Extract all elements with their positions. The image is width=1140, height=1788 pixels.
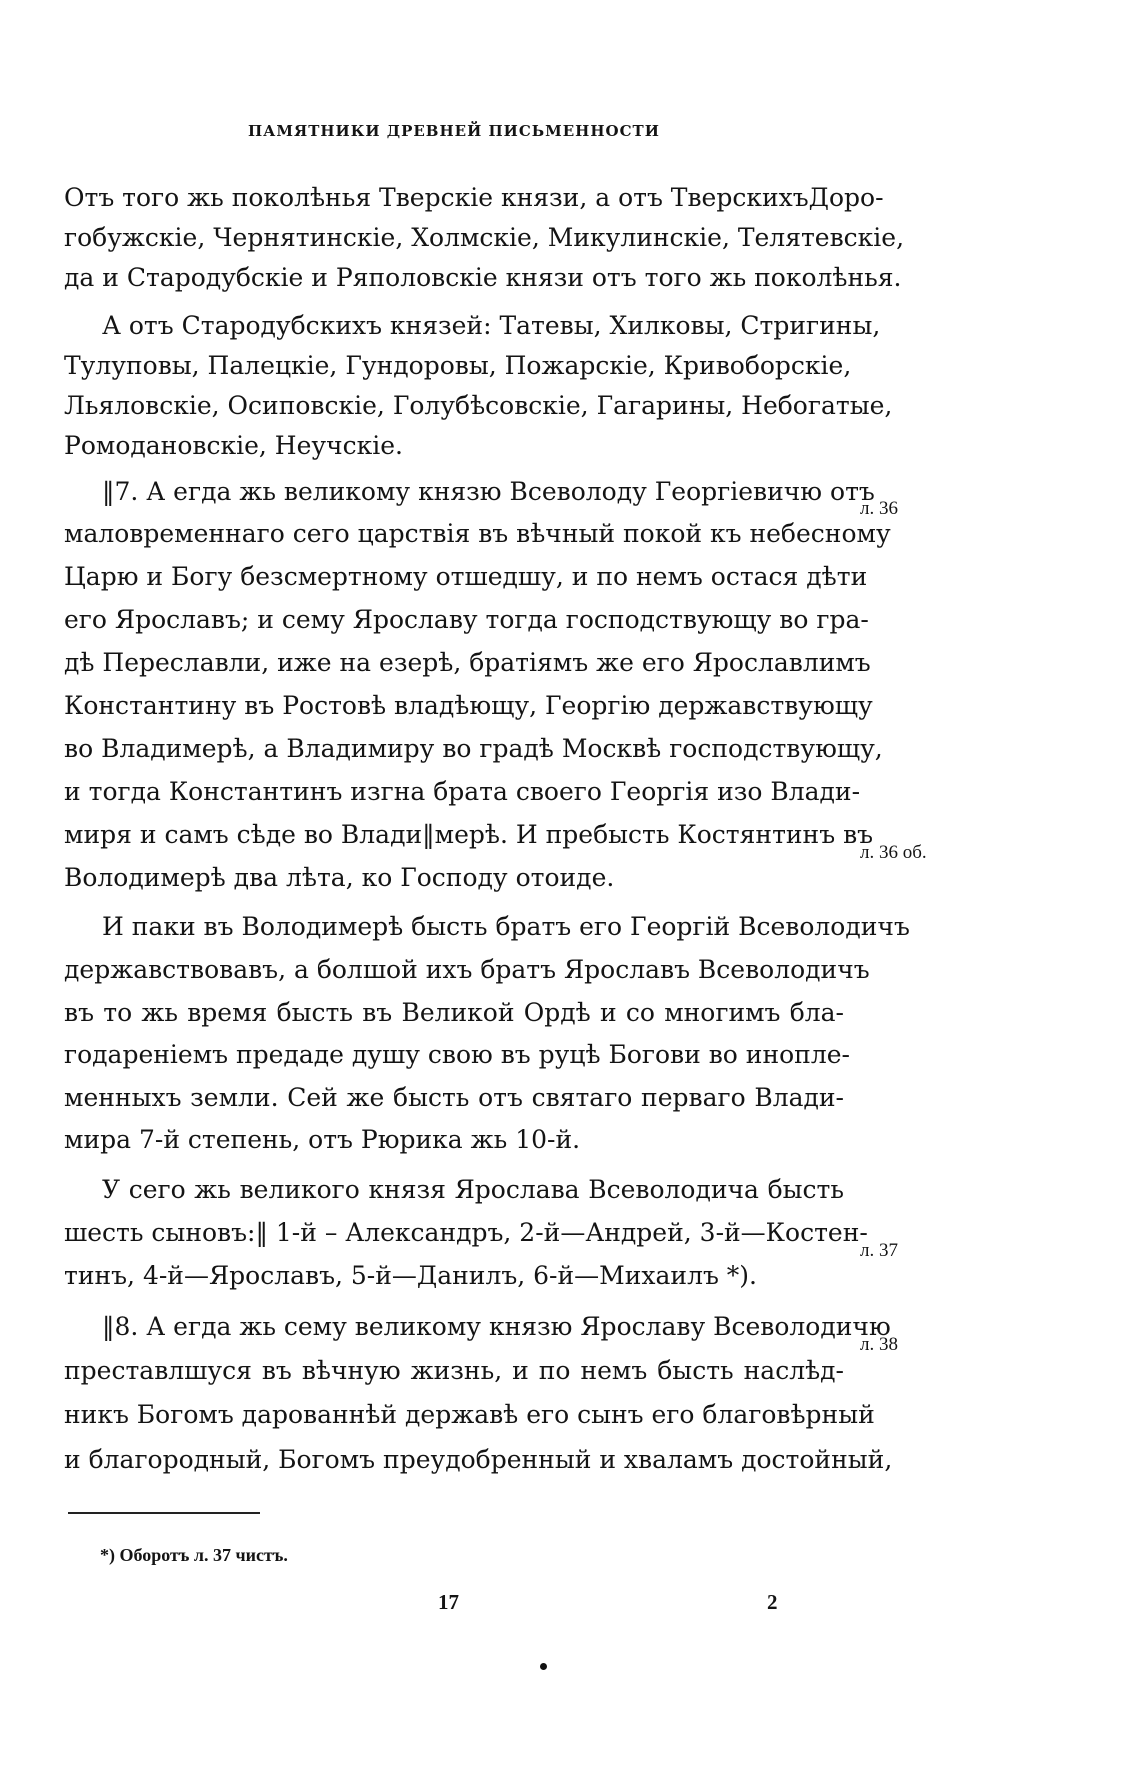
text-line: Володимерѣ два лѣта, ко Господу отоиде. xyxy=(64,863,615,892)
text-line: его Ярославъ; и сему Ярославу тогда господствующу во гра- xyxy=(64,605,869,634)
signature-number: 2 xyxy=(767,1590,778,1614)
text-line: Тулуповы, Палецкіе, Гундоровы, Пожарскіе, Кривоборскіе, xyxy=(64,351,852,380)
text-line: и благородный, Богомъ преудобренный и хваламъ достойный, xyxy=(64,1445,893,1474)
text-line: никъ Богомъ дарованнѣй державѣ его сынъ его благовѣрный xyxy=(64,1400,875,1429)
text-line: гобужскіе, Чернятинскіе, Холмскіе, Микулинскіе, Телятевскіе, xyxy=(64,223,905,252)
footnote: *) Оборотъ л. 37 чистъ. xyxy=(100,1545,288,1565)
margin-note: л. 37 xyxy=(860,1240,898,1261)
text-line: Царю и Богу безсмертному отшедшу, и по немъ остася дѣти xyxy=(64,562,868,591)
text-line: Льяловскіе, Осиповскіе, Голубѣсовскіе, Гагарины, Небогатые, xyxy=(64,391,893,420)
text-line: мира 7-й степень, отъ Рюрика жь 10-й. xyxy=(64,1125,581,1154)
text-line: менныхъ земли. Сей же бысть отъ святаго перваго Влади- xyxy=(64,1083,844,1112)
text-line: да и Стародубскіе и Ряполовскіе князи отъ того жь поколѣнья. xyxy=(64,263,902,292)
text-line: миря и самъ сѣде во Влади‖мерѣ. И пребысть Костянтинъ въ xyxy=(64,820,874,849)
text-line: маловременнаго сего царствія въ вѣчный покой къ небесному xyxy=(64,519,891,548)
text-line: Отъ того жь поколѣнья Тверскіе князи, а отъ ТверскихъДоро- xyxy=(64,183,884,212)
text-line: державствовавъ, а болшой ихъ братъ Ярославъ Всеволодичъ xyxy=(64,955,870,984)
ink-dot xyxy=(540,1663,547,1670)
text-line: во Владимерѣ, а Владимиру во градѣ Москвѣ господствующу, xyxy=(64,734,883,763)
text-line: А отъ Стародубскихъ князей: Татевы, Хилковы, Стригины, xyxy=(102,311,881,340)
text-line: И паки въ Володимерѣ бысть братъ его Георгій Всеволодичъ xyxy=(102,912,910,941)
text-line: въ то жь время бысть въ Великой Ордѣ и со многимъ бла- xyxy=(64,998,844,1027)
margin-note: л. 36 xyxy=(860,498,898,519)
text-line: тинъ, 4-й—Ярославъ, 5-й—Данилъ, 6-й—Михаилъ *). xyxy=(64,1261,758,1290)
text-line: дѣ Переславли, иже на езерѣ, братіямъ же его Ярославлимъ xyxy=(64,648,871,677)
text-line: ‖7. А егда жь великому князю Всеволоду Георгіевичю отъ xyxy=(102,477,875,506)
text-line: годареніемъ предаде душу свою въ руцѣ Богови во инопле- xyxy=(64,1040,850,1069)
page-number: 17 xyxy=(438,1590,459,1614)
margin-note: л. 38 xyxy=(860,1334,898,1355)
text-line: и тогда Константинъ изгна брата своего Георгія изо Влади- xyxy=(64,777,861,806)
text-line: У сего жь великого князя Ярослава Всеволодича бысть xyxy=(102,1175,844,1204)
footnote-rule xyxy=(68,1512,260,1514)
text-line: Константину въ Ростовѣ владѣющу, Георгію державствующу xyxy=(64,691,873,720)
margin-note: л. 36 об. xyxy=(860,842,927,863)
running-head: ПАМЯТНИКИ ДРЕВНЕЙ ПИСЬМЕННОСТИ xyxy=(248,122,660,140)
text-line: шесть сыновъ:‖ 1-й – Александръ, 2-й—Андрей, 3-й—Костен- xyxy=(64,1218,868,1247)
text-line: преставлшуся въ вѣчную жизнь, и по немъ бысть наслѣд- xyxy=(64,1356,844,1385)
text-line: Ромодановскіе, Неучскіе. xyxy=(64,431,403,460)
text-line: ‖8. А егда жь сему великому князю Ярославу Всеволодичю xyxy=(102,1312,891,1341)
